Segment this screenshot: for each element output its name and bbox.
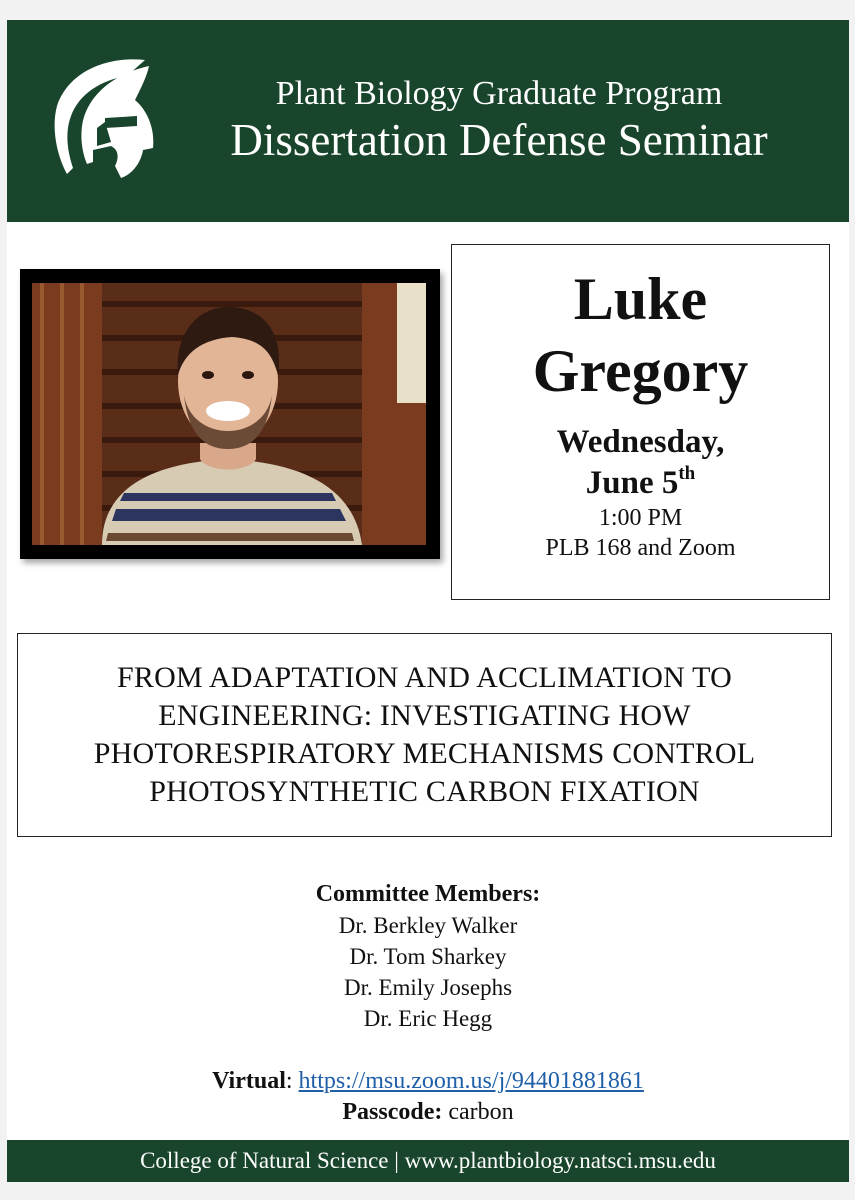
event-date-suffix: th (678, 463, 696, 484)
speaker-info-box (451, 244, 830, 600)
title-line: FROM ADAPTATION AND ACCLIMATION TO (116, 661, 733, 694)
event-time: 1:00 PM (598, 505, 683, 531)
virtual-label: Virtual (212, 1068, 286, 1094)
program-name: Plant Biology Graduate Program (275, 75, 723, 112)
committee-section (7, 878, 849, 1034)
passcode-value: carbon (448, 1099, 514, 1125)
committee-member: Dr. Berkley Walker (338, 913, 518, 938)
speaker-photo (32, 283, 426, 545)
title-line: PHOTORESPIRATORY MECHANISMS CONTROL (93, 737, 756, 770)
virtual-line (7, 1066, 849, 1096)
header-titles (179, 74, 819, 166)
flyer-page (7, 20, 849, 1182)
committee-member: Dr. Emily Josephs (343, 975, 513, 1000)
speaker-name (452, 263, 829, 407)
passcode-label: Passcode: (342, 1099, 443, 1125)
speaker-last-name: Gregory (532, 338, 749, 404)
speaker-photo-frame (20, 269, 440, 559)
spartan-helmet-icon (49, 58, 159, 184)
dissertation-title-box (17, 633, 832, 837)
speaker-first-name: Luke (573, 266, 708, 332)
passcode-line (7, 1097, 849, 1127)
virtual-separator: : (285, 1068, 293, 1094)
event-date (452, 463, 829, 503)
event-day: Wednesday, (556, 424, 725, 460)
event-date-text: June 5 (585, 465, 679, 501)
title-line: ENGINEERING: INVESTIGATING HOW (158, 699, 691, 732)
committee-member: Dr. Eric Hegg (363, 1006, 493, 1031)
committee-member: Dr. Tom Sharkey (349, 944, 507, 969)
event-location: PLB 168 and Zoom (545, 535, 736, 561)
seminar-title: Dissertation Defense Seminar (230, 115, 768, 165)
footer-banner (7, 1140, 849, 1182)
committee-heading: Committee Members: (315, 881, 541, 907)
footer-text: College of Natural Science | www.plantbiology.natsci.msu.edu (140, 1148, 716, 1173)
zoom-link[interactable]: https://msu.zoom.us/j/94401881861 (298, 1068, 644, 1094)
title-line: PHOTOSYNTHETIC CARBON FIXATION (149, 775, 700, 808)
header-banner (7, 20, 849, 222)
